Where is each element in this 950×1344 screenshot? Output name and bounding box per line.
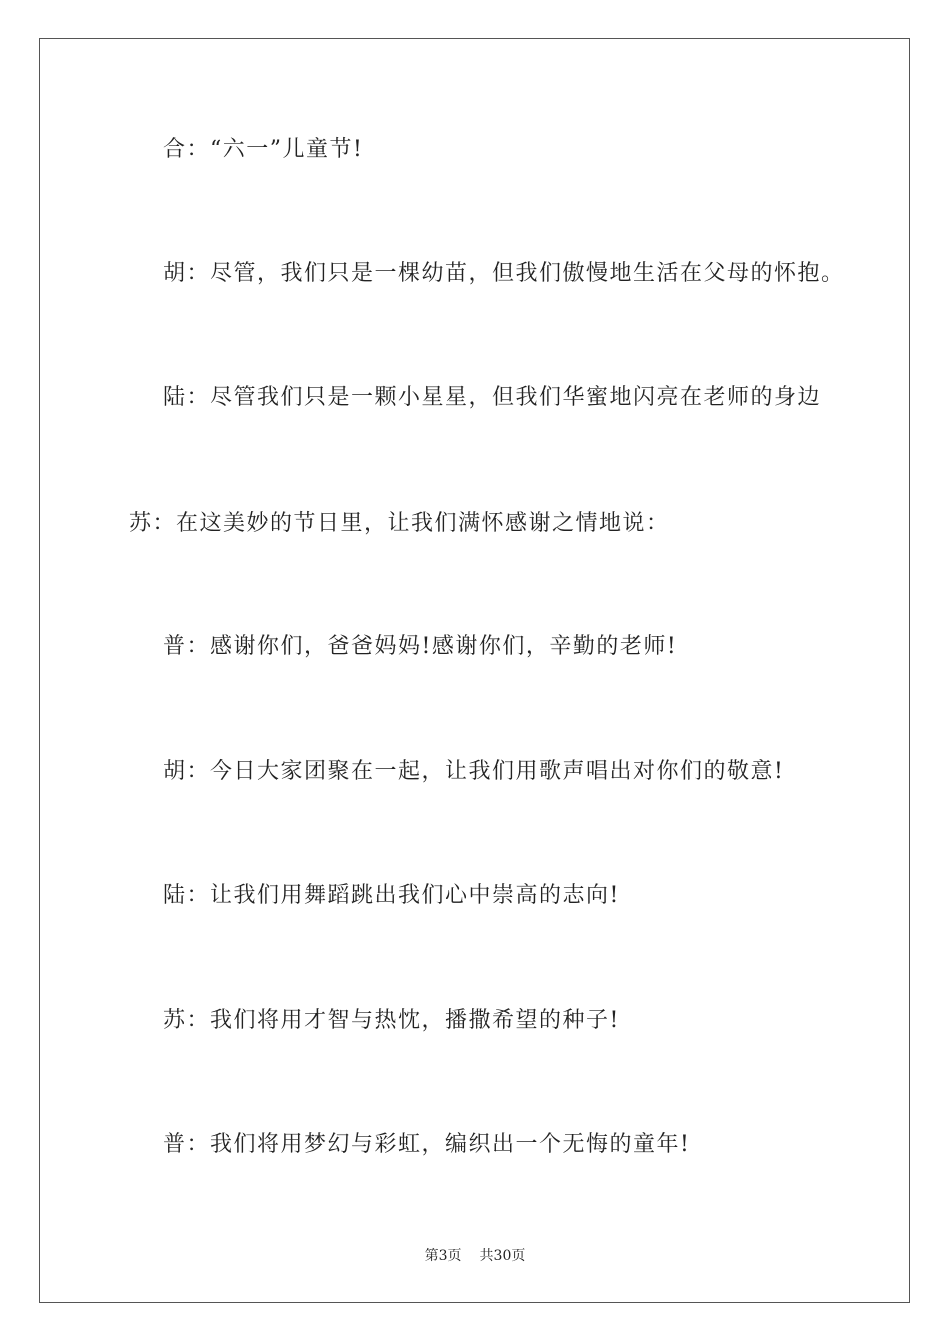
paragraph-9: 普：我们将用梦幻与彩虹，编织出一个无悔的童年!: [163, 1132, 691, 1157]
page-footer: [0, 1247, 950, 1265]
paragraph-3: 陆：尽管我们只是一颗小星星，但我们华蜜地闪亮在老师的身边: [163, 385, 822, 410]
paragraph-8: 苏：我们将用才智与热忱，播撒希望的种子!: [163, 1008, 620, 1033]
paragraph-5: 普：感谢你们，爸爸妈妈!感谢你们，辛勤的老师!: [163, 634, 678, 659]
paragraph-2: 胡：尽管，我们只是一棵幼苗，但我们傲慢地生活在父母的怀抱。: [163, 261, 845, 286]
page-total: 共30页: [479, 1248, 526, 1264]
page-number: 第3页: [424, 1248, 462, 1264]
paragraph-7: 陆：让我们用舞蹈跳出我们心中崇高的志向!: [163, 883, 620, 908]
paragraph-6: 胡：今日大家团聚在一起，让我们用歌声唱出对你们的敬意!: [163, 759, 785, 784]
paragraph-4: 苏：在这美妙的节日里，让我们满怀感谢之情地说：: [129, 511, 670, 536]
page-frame: [39, 38, 910, 1303]
paragraph-1: 合：“六一”儿童节!: [163, 137, 364, 162]
